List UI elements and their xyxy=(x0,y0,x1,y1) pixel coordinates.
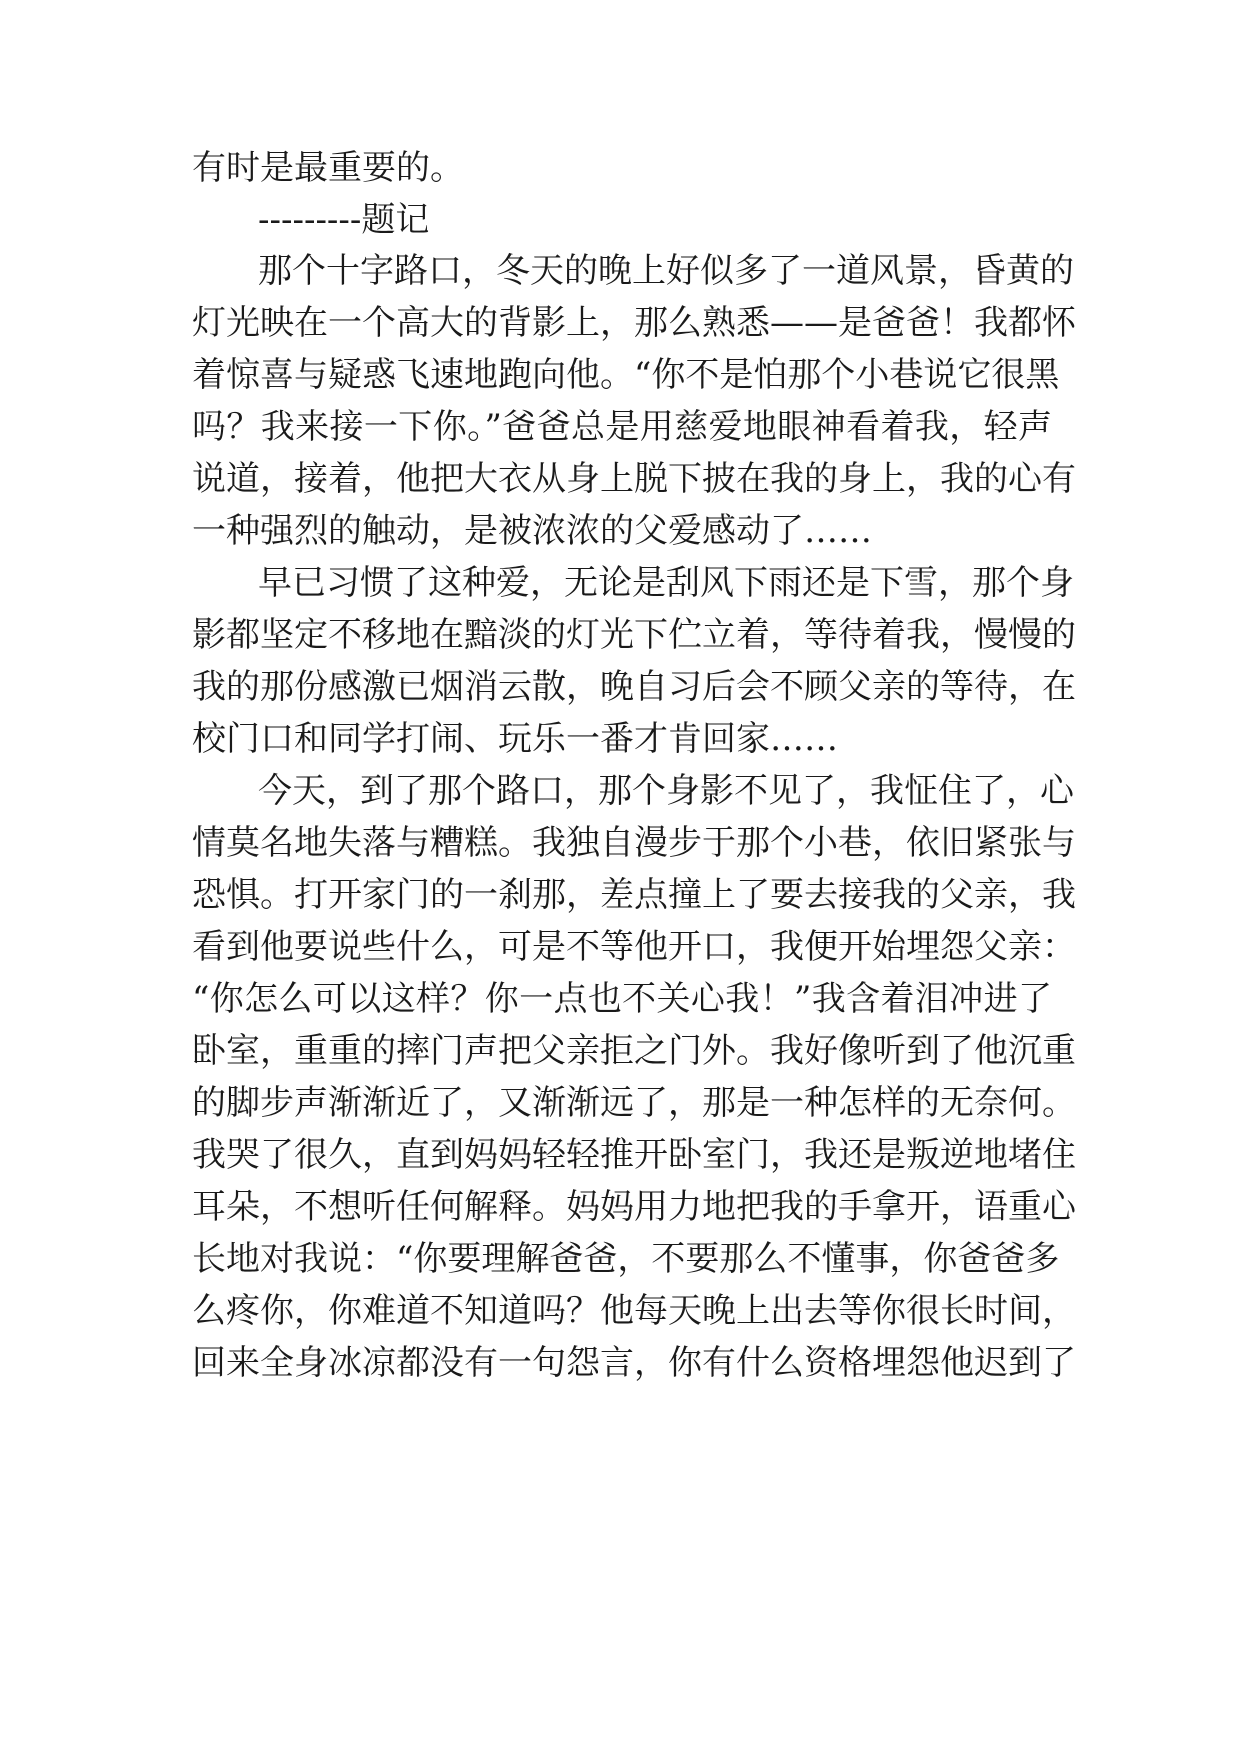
paragraph-2-line-2: 影都坚定不移地在黯淡的灯光下伫立着，等待着我，慢慢的 xyxy=(192,615,1076,655)
paragraph-2-line-3: 我的那份感激已烟消云散，晚自习后会不顾父亲的等待，在 xyxy=(192,667,1076,707)
paragraph-3-line-12: 回来全身冰凉都没有一句怨言，你有什么资格埋怨他迟到了 xyxy=(192,1343,1076,1383)
paragraph-2-line-4: 校门口和同学打闹、玩乐一番才肯回家…… xyxy=(192,719,838,759)
paragraph-3-line-1: 今天，到了那个路口，那个身影不见了，我怔住了，心 xyxy=(258,771,1074,811)
paragraph-1-line-1: 那个十字路口，冬天的晚上好似多了一道风景，昏黄的 xyxy=(258,251,1074,291)
paragraph-3-line-9: 耳朵，不想听任何解释。妈妈用力地把我的手拿开，语重心 xyxy=(192,1187,1076,1227)
paragraph-2-line-1: 早已习惯了这种爱，无论是刮风下雨还是下雪，那个身 xyxy=(258,563,1074,603)
paragraph-3-line-6: 卧室，重重的摔门声把父亲拒之门外。我好像听到了他沉重 xyxy=(192,1031,1076,1071)
paragraph-1-line-3: 着惊喜与疑惑飞速地跑向他。“你不是怕那个小巷说它很黑 xyxy=(192,355,1060,395)
paragraph-1-line-4: 吗？我来接一下你。”爸爸总是用慈爱地眼神看着我，轻声 xyxy=(192,407,1052,447)
paragraph-3-line-8: 我哭了很久，直到妈妈轻轻推开卧室门，我还是叛逆地堵住 xyxy=(192,1135,1076,1175)
paragraph-3-line-5: “你怎么可以这样？你一点也不关心我！”我含着泪冲进了 xyxy=(192,979,1052,1019)
paragraph-1-line-2: 灯光映在一个高大的背影上，那么熟悉——是爸爸！我都怀 xyxy=(192,303,1076,343)
paragraph-3-line-10: 长地对我说：“你要理解爸爸，不要那么不懂事，你爸爸多 xyxy=(192,1239,1060,1279)
paragraph-1-line-6: 一种强烈的触动，是被浓浓的父爱感动了…… xyxy=(192,511,872,551)
epigraph-signature: ---------题记 xyxy=(258,200,430,240)
paragraph-3-line-7: 的脚步声渐渐近了，又渐渐远了，那是一种怎样的无奈何。 xyxy=(192,1083,1076,1123)
paragraph-3-line-4: 看到他要说些什么，可是不等他开口，我便开始埋怨父亲： xyxy=(192,927,1076,967)
paragraph-1-line-5: 说道，接着，他把大衣从身上脱下披在我的身上，我的心有 xyxy=(192,459,1076,499)
paragraph-3-line-2: 情莫名地失落与糟糕。我独自漫步于那个小巷，依旧紧张与 xyxy=(192,823,1076,863)
text-line-1: 有时是最重要的。 xyxy=(192,148,464,188)
paragraph-3-line-3: 恐惧。打开家门的一刹那，差点撞上了要去接我的父亲，我 xyxy=(192,875,1076,915)
paragraph-3-line-11: 么疼你，你难道不知道吗？他每天晚上出去等你很长时间， xyxy=(192,1291,1076,1331)
